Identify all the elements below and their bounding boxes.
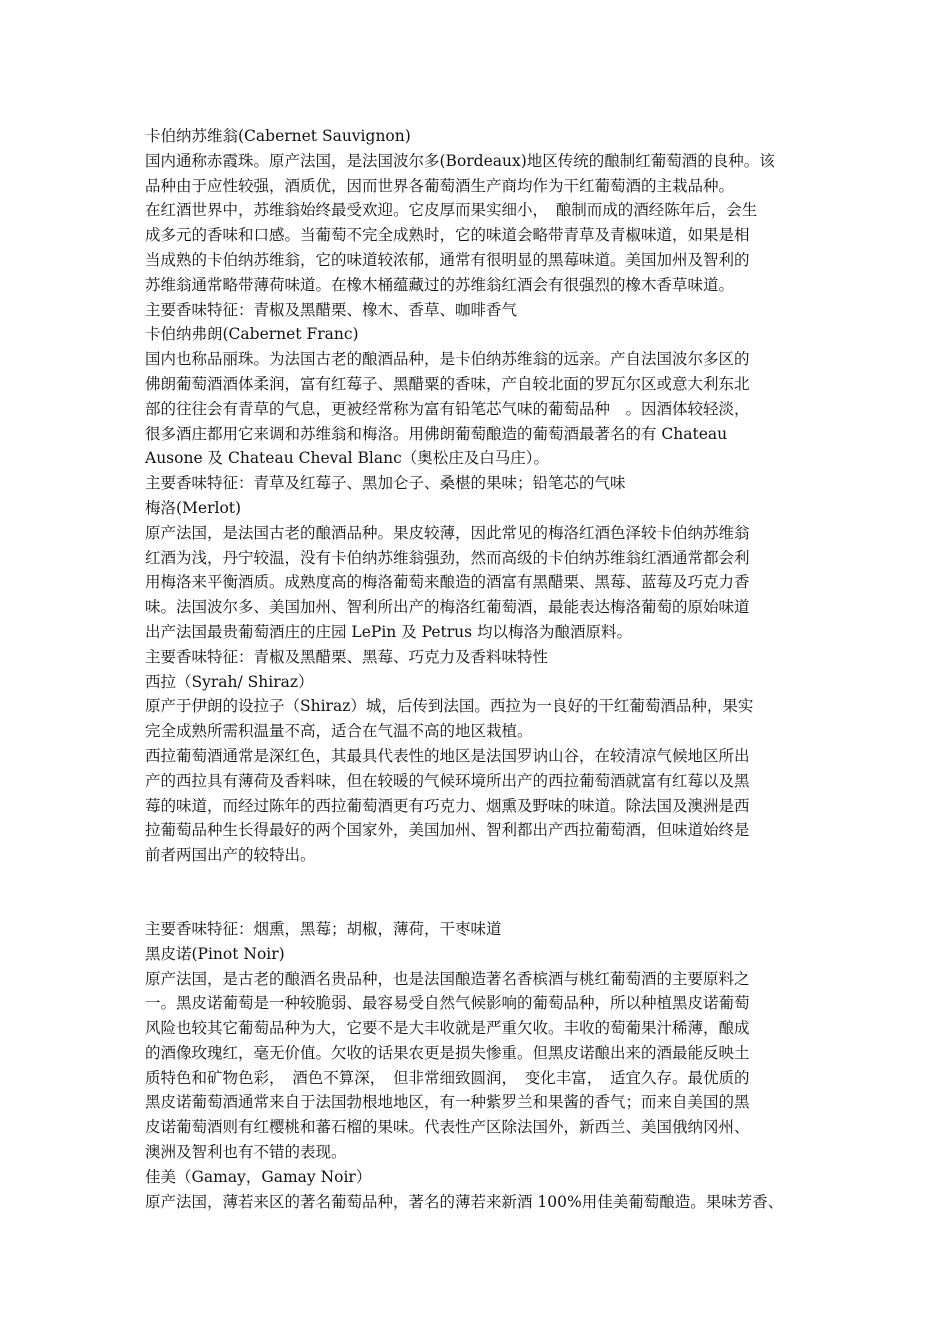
- body-line: 品种由于应性较强，酒质优，因而世界各葡萄酒生产商均作为干红葡萄酒的主栽品种。: [145, 176, 735, 195]
- body-line: 当成熟的卡伯纳苏维翁，它的味道较浓郁，通常有很明显的黑莓味道。美国加州及智利的: [145, 250, 750, 269]
- body-line: 的酒像玫瑰红，毫无价值。欠收的话果农更是损失惨重。但黑皮诺酿出来的酒最能反映土: [145, 1043, 750, 1062]
- body-line: 在红酒世界中，苏维翁始终最受欢迎。它皮厚而果实细小， 酿制而成的酒经陈年后，会生: [145, 201, 758, 220]
- body-line: 一。黑皮诺葡萄是一种较脆弱、最容易受自然气候影响的葡萄品种，所以种植黑皮诺葡萄: [145, 994, 750, 1013]
- section-title-gamay: 佳美（Gamay，Gamay Noir）: [145, 1167, 372, 1186]
- body-line: 产的西拉具有薄荷及香料味，但在较暖的气候环境所出产的西拉葡萄酒就富有红莓以及黑: [145, 771, 750, 790]
- body-line: 苏维翁通常略带薄荷味道。在橡木桶蕴藏过的苏维翁红酒会有很强烈的橡木香草味道。: [145, 275, 735, 294]
- body-line: 部的往往会有青草的气息，更被经常称为富有铅笔芯气味的葡萄品种 。因酒体较轻淡，: [145, 399, 750, 418]
- body-line: 质特色和矿物色彩， 酒色不算深， 但非常细致圆润， 变化丰富， 适宜久存。最优质的: [145, 1068, 750, 1087]
- document-page: [145, 124, 810, 1214]
- body-line: 国内也称品丽珠。为法国古老的酿酒品种，是卡伯纳苏维翁的远亲。产自法国波尔多区的: [145, 350, 750, 369]
- body-line: 味。法国波尔多、美国加州、智利所出产的梅洛红葡萄酒，最能表达梅洛葡萄的原始味道: [145, 598, 750, 617]
- body-line: 原产法国，是古老的酿酒名贵品种，也是法国酿造著名香槟酒与桃红葡萄酒的主要原料之: [145, 969, 750, 988]
- body-line: 用梅洛来平衡酒质。成熟度高的梅洛葡萄来酿造的酒富有黑醋栗、黑莓、蓝莓及巧克力香: [145, 573, 750, 592]
- body-line: 前者两国出产的较特出。: [145, 846, 316, 865]
- body-line: 佛朗葡萄酒酒体柔润，富有红莓子、黑醋粟的香味，产自较北面的罗瓦尔区或意大利东北: [145, 374, 750, 393]
- section-title-pinot-noir: 黑皮诺(Pinot Noir): [145, 944, 285, 963]
- section-title-cabernet-franc: 卡伯纳弗朗(Cabernet Franc): [145, 325, 359, 344]
- body-line: 出产法国最贵葡萄酒庄的庄园 LePin 及 Petrus 均以梅洛为酿酒原料。: [145, 622, 633, 641]
- aroma-line: 主要香味特征：青草及红莓子、黑加仑子、桑椹的果味；铅笔芯的气味: [145, 474, 626, 493]
- body-line: Ausone 及 Chateau Cheval Blanc（奥松庄及白马庄）。: [145, 449, 550, 468]
- body-line: 国内通称赤霞珠。原产法国，是法国波尔多(Bordeaux)地区传统的酿制红葡萄酒的良种。该: [145, 151, 775, 170]
- body-line: 风险也较其它葡萄品种为大，它要不是大丰收就是严重欠收。丰收的萄葡果汁稀薄，酿成: [145, 1019, 750, 1038]
- body-line: 红酒为浅，丹宁较温，没有卡伯纳苏维翁强劲，然而高级的卡伯纳苏维翁红酒通常都会利: [145, 548, 750, 567]
- paragraph-gap: [145, 868, 810, 917]
- body-line: 莓的味道，而经过陈年的西拉葡萄酒更有巧克力、烟熏及野味的味道。除法国及澳洲是西: [145, 796, 750, 815]
- body-line: 原产法国，是法国古老的酿酒品种。果皮较薄，因此常见的梅洛红酒色泽较卡伯纳苏维翁: [145, 523, 750, 542]
- body-line: 澳洲及智利也有不错的表现。: [145, 1143, 347, 1162]
- body-line: 西拉葡萄酒通常是深红色，其最具代表性的地区是法国罗讷山谷，在较清凉气候地区所出: [145, 746, 750, 765]
- section-title-syrah: 西拉（Syrah/ Shiraz）: [145, 672, 314, 691]
- aroma-line: 主要香味特征：烟熏，黑莓；胡椒，薄荷，干枣味道: [145, 919, 502, 938]
- body-line: 原产法国，薄若来区的著名葡萄品种，著名的薄若来新酒 100%用佳美葡萄酿造。果味芳香、: [145, 1192, 784, 1211]
- aroma-line: 主要香味特征：青椒及黑醋栗、黑莓、巧克力及香料味特性: [145, 647, 549, 666]
- body-line: 成多元的香味和口感。当葡萄不完全成熟时，它的味道会略带青草及青椒味道，如果是相: [145, 226, 750, 245]
- body-line: 很多酒庄都用它来调和苏维翁和梅洛。用佛朗葡萄酿造的葡萄酒最著名的有 Chateau: [145, 424, 728, 443]
- section-title-merlot: 梅洛(Merlot): [145, 498, 242, 517]
- aroma-line: 主要香味特征：青椒及黑醋栗、橡木、香草、咖啡香气: [145, 300, 518, 319]
- section-title-cabernet-sauvignon: 卡伯纳苏维翁(Cabernet Sauvignon): [145, 127, 411, 145]
- body-line: 黑皮诺葡萄酒通常来自于法国勃根地地区，有一种紫罗兰和果酱的香气；而来自美国的黑: [145, 1093, 750, 1112]
- body-line: 拉葡萄品种生长得最好的两个国家外，美国加州、智利都出产西拉葡萄酒，但味道始终是: [145, 821, 750, 840]
- body-line: 原产于伊朗的设拉子（Shiraz）城，后传到法国。西拉为一良好的干红葡萄酒品种，果实: [145, 697, 754, 716]
- body-line: 完全成熟所需积温量不高，适合在气温不高的地区栽植。: [145, 722, 533, 741]
- body-line: 皮诺葡萄酒则有红樱桃和蕃石榴的果味。代表性产区除法国外，新西兰、美国俄纳冈州、: [145, 1118, 750, 1137]
